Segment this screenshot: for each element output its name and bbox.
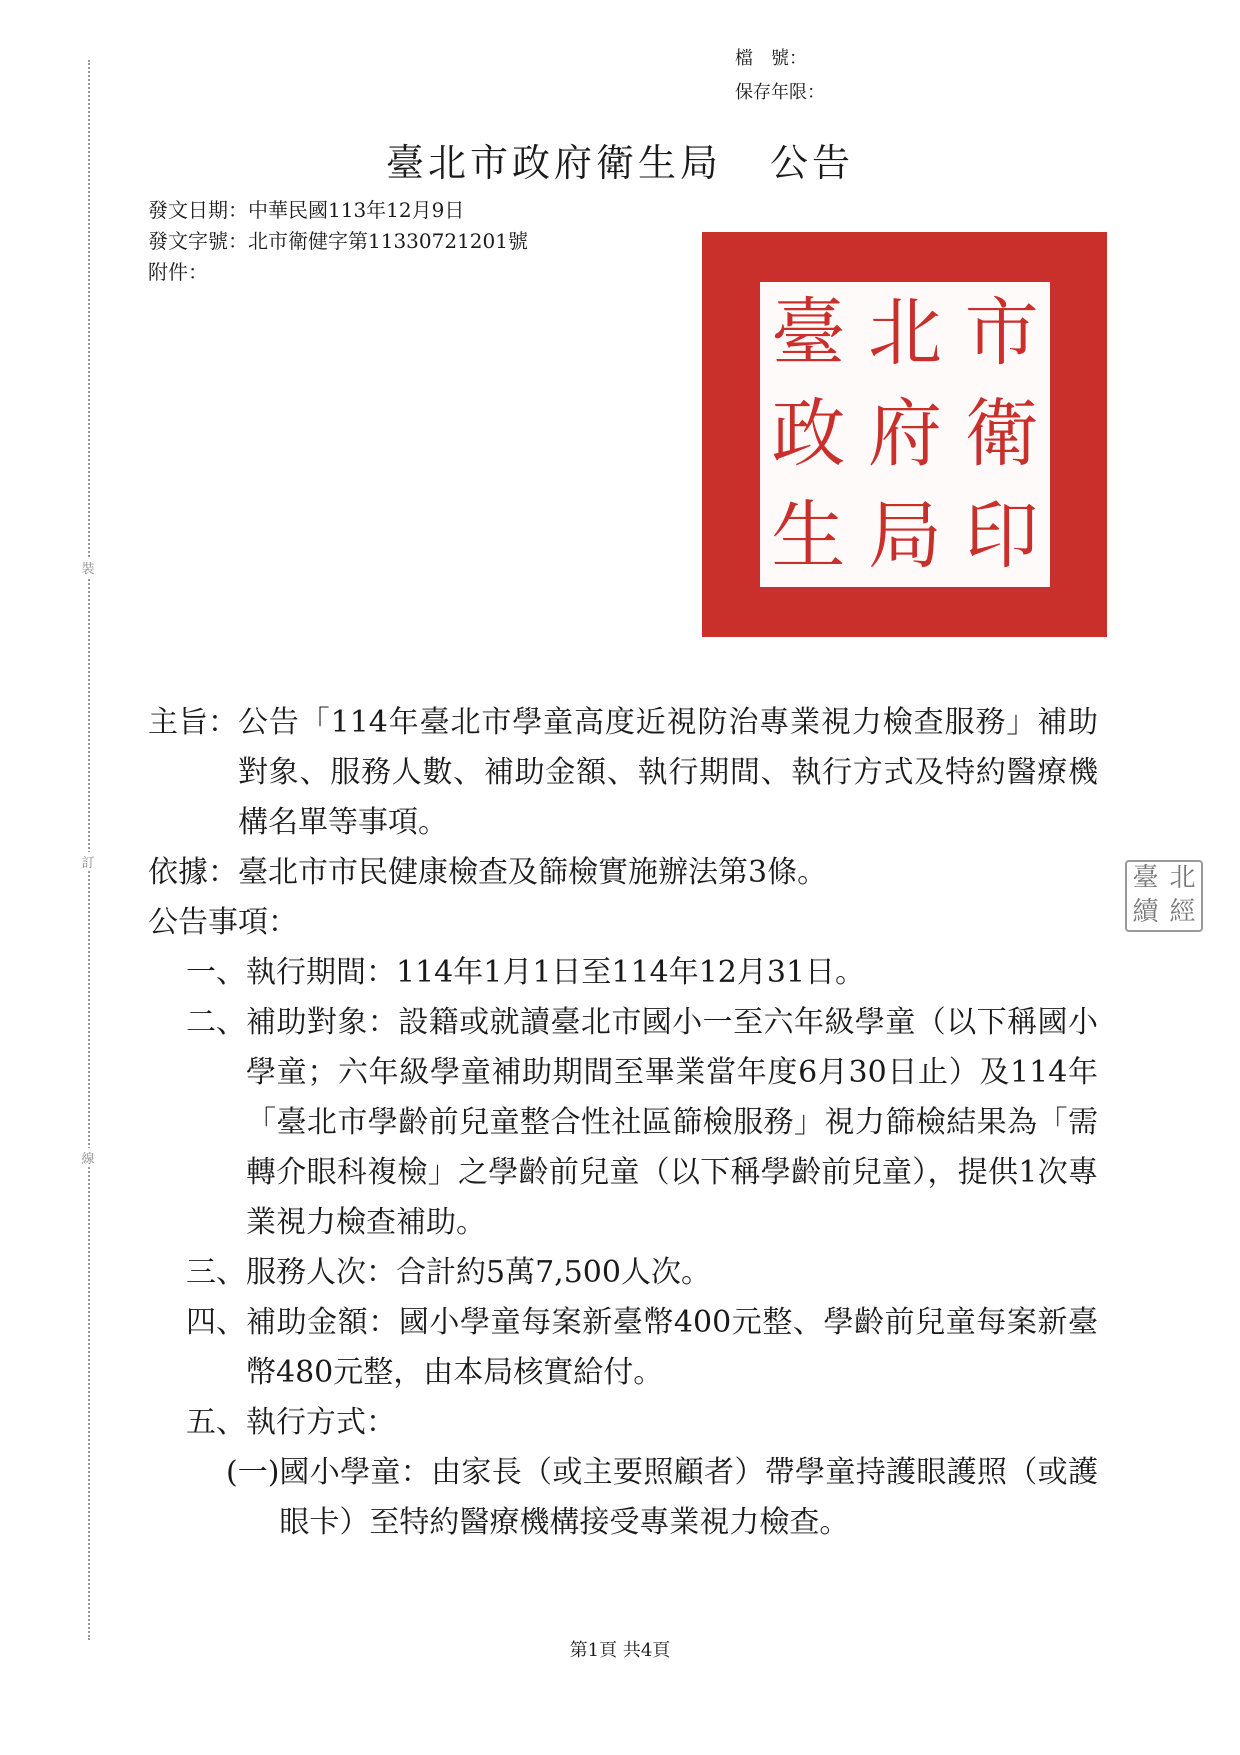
item-number: 二、	[186, 1005, 246, 1040]
item-number: 三、	[186, 1255, 246, 1290]
items-heading: 公告事項：	[148, 905, 298, 940]
document-meta	[148, 195, 528, 288]
attachment-label: 附件：	[148, 260, 208, 284]
item-text: 執行期間：114年1月1日至114年12月31日。	[246, 955, 866, 990]
subject-section	[148, 698, 1098, 848]
list-item	[186, 948, 1098, 998]
seal-char: 局	[867, 493, 942, 580]
retention-period-label: 保存年限：	[735, 82, 825, 103]
list-item	[186, 1298, 1098, 1398]
seal-char: 政	[771, 391, 846, 478]
item-text: 補助對象：設籍或就讀臺北市國小一至六年級學童（以下稱國小學童；六年級學童補助期間至畢業當年度6月30日止）及114年「臺北市學齡前兒童整合性社區篩檢服務」視力篩檢結果為「需轉介眼科複檢」之學齡前兒童（以下稱學齡前兒童），提供1次專業視力檢查補助。	[246, 1005, 1098, 1240]
small-stamp	[1125, 860, 1203, 932]
list-item	[186, 998, 1098, 1248]
seal-char: 印	[964, 493, 1039, 580]
official-seal	[702, 232, 1107, 637]
item-text: 服務人次：合計約5萬7,500人次。	[246, 1255, 711, 1290]
seal-char: 府	[867, 391, 942, 478]
item-number: 四、	[186, 1305, 246, 1340]
seal-char: 生	[771, 493, 846, 580]
list-item	[186, 1248, 1098, 1298]
seal-char: 北	[867, 289, 942, 376]
stamp-char: 續	[1132, 897, 1159, 927]
item-number: 一、	[186, 955, 246, 990]
page-number: 第1頁 共4頁	[569, 1640, 671, 1661]
document-type: 公告	[770, 141, 855, 185]
sub-item-number: (一)	[226, 1455, 280, 1490]
agency-name: 臺北市政府衛生局	[385, 141, 722, 185]
binding-mark: 訂	[76, 852, 100, 871]
binding-line	[88, 60, 90, 1640]
subject-text: 公告「114年臺北市學童高度近視防治專業視力檢查服務」補助對象、服務人數、補助金額、執行期間、執行方式及特約醫療機構名單等事項。	[238, 705, 1098, 840]
filing-info	[735, 42, 825, 110]
item-number: 五、	[186, 1405, 246, 1440]
seal-char: 市	[964, 289, 1039, 376]
binding-mark: 裝	[76, 558, 100, 577]
stamp-char: 臺	[1132, 863, 1159, 893]
sub-list-item	[226, 1448, 1098, 1548]
list-item	[186, 1398, 1098, 1448]
seal-characters	[760, 282, 1050, 587]
basis-section	[148, 848, 1098, 898]
seal-char: 衛	[964, 391, 1039, 478]
basis-text: 臺北市市民健康檢查及篩檢實施辦法第3條。	[238, 855, 828, 890]
item-text: 執行方式：	[246, 1405, 396, 1440]
basis-label: 依據：	[148, 855, 238, 890]
binding-mark: 線	[76, 1148, 100, 1167]
stamp-char: 經	[1169, 897, 1196, 927]
page-title	[0, 132, 1240, 187]
stamp-char: 北	[1169, 863, 1196, 893]
issue-date: 發文日期：中華民國113年12月9日	[148, 198, 465, 222]
sub-item-text: 國小學童：由家長（或主要照顧者）帶學童持護眼護照（或護眼卡）至特約醫療機構接受專業視力檢查。	[279, 1455, 1098, 1540]
document-number: 發文字號：北市衛健字第11330721201號	[148, 229, 528, 253]
item-text: 補助金額：國小學童每案新臺幣400元整、學齡前兒童每案新臺幣480元整，由本局核實給付。	[246, 1305, 1098, 1390]
seal-char: 臺	[771, 289, 846, 376]
file-number-label: 檔 號：	[735, 48, 807, 69]
subject-label: 主旨：	[148, 705, 238, 740]
document-body	[148, 698, 1098, 1548]
